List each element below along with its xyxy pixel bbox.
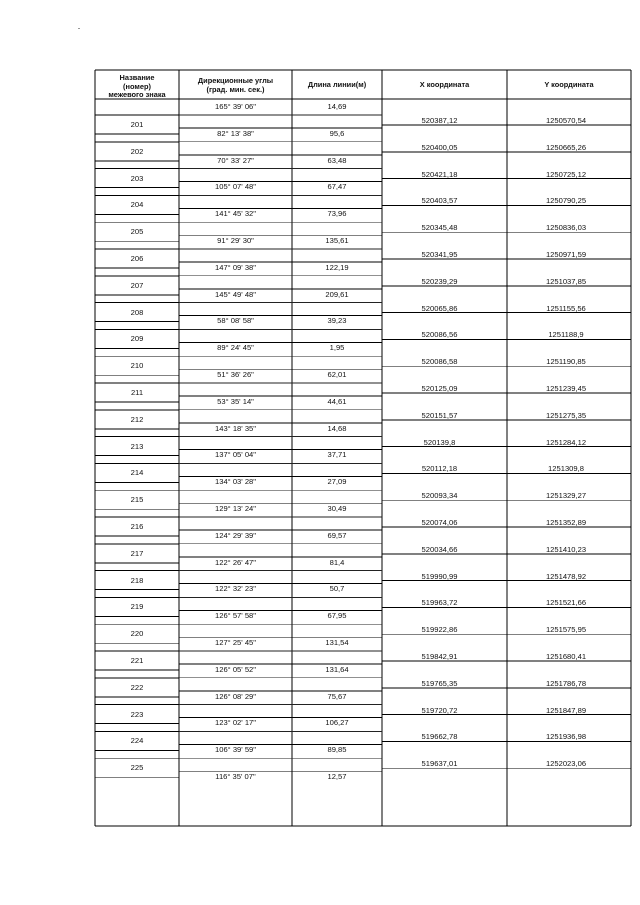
header-angle-line2: (град. мин. сек.) <box>206 84 265 94</box>
point-y: 1250790,25 <box>545 196 587 206</box>
point-name: 211 <box>130 388 144 397</box>
point-y: 1251239,45 <box>545 384 587 393</box>
segment-angle: 145° 49' 48" <box>215 289 256 299</box>
point-x: 520034,66 <box>421 544 458 554</box>
point-x: 519963,72 <box>421 598 458 608</box>
point-y: 1251352,89 <box>545 518 587 527</box>
segment-length: 1,95 <box>329 343 345 353</box>
point-y: 1250836,03 <box>545 223 587 233</box>
segment-length: 89,85 <box>327 745 347 755</box>
point-x: 520112,18 <box>421 464 458 474</box>
point-name: 209 <box>130 334 144 344</box>
point-x: 520400,05 <box>421 142 458 152</box>
segment-length: 12,57 <box>327 772 347 781</box>
segment-angle: 143° 18' 35" <box>215 423 256 433</box>
point-name: 214 <box>130 468 144 478</box>
segment-angle: 91° 29' 30" <box>217 236 254 245</box>
segment-angle: 147° 09' 38" <box>215 262 256 272</box>
header-name-line2: (номер) <box>123 81 151 91</box>
segment-angle: 126° 57' 58" <box>215 611 256 621</box>
point-name: 204 <box>130 200 144 210</box>
point-y: 1250570,54 <box>545 116 587 125</box>
segment-length: 39,23 <box>327 316 347 326</box>
segment-length: 75,67 <box>327 691 347 701</box>
header-name-line3: межевого знака <box>108 90 166 99</box>
segment-angle: 134° 03' 28" <box>215 477 256 487</box>
point-name: 210 <box>130 361 144 371</box>
point-name: 219 <box>130 602 144 612</box>
point-x: 520239,29 <box>421 276 458 286</box>
point-x: 520086,58 <box>421 357 458 367</box>
header-length: Длина линии(м) <box>307 80 367 89</box>
segment-length: 106,27 <box>325 718 349 728</box>
segment-angle: 123° 02' 17" <box>215 718 256 728</box>
point-x: 519662,78 <box>421 732 458 742</box>
segment-angle: 127° 25' 45" <box>215 638 256 647</box>
point-x: 520341,95 <box>421 250 458 259</box>
segment-length: 67,47 <box>327 182 347 192</box>
segment-angle: 53° 35' 14" <box>217 396 254 406</box>
point-x: 520074,06 <box>421 518 458 527</box>
point-y: 1250725,12 <box>545 169 587 179</box>
segment-length: 73,96 <box>327 209 347 219</box>
segment-angle: 141° 45' 32" <box>215 209 256 219</box>
segment-angle: 82° 13' 38" <box>217 128 254 138</box>
segment-length: 30,49 <box>327 504 347 513</box>
point-y: 1250971,59 <box>545 250 587 259</box>
segment-angle: 116° 35' 07" <box>215 772 256 781</box>
point-y: 1251847,89 <box>545 705 587 715</box>
point-name: 215 <box>130 495 144 505</box>
segment-length: 131,54 <box>325 638 349 647</box>
segment-length: 37,71 <box>327 450 347 460</box>
point-y: 1251284,12 <box>545 437 587 447</box>
header-name-line1: Название <box>119 73 155 82</box>
segment-length: 27,09 <box>327 477 347 487</box>
point-x: 519765,35 <box>421 678 458 688</box>
segment-angle: 165° 39' 06" <box>215 102 256 111</box>
segment-angle: 122° 26' 47" <box>215 557 256 567</box>
point-x: 519922,86 <box>421 625 458 635</box>
point-y: 1251786,78 <box>545 678 587 688</box>
point-name: 222 <box>130 682 144 692</box>
segment-length: 131,64 <box>325 664 349 674</box>
header-x: X координата <box>419 80 470 89</box>
segment-angle: 58° 08' 58" <box>217 316 254 326</box>
point-name: 223 <box>130 709 144 719</box>
segment-angle: 89° 24' 45" <box>217 343 254 353</box>
point-name: 205 <box>130 227 144 237</box>
header-y: Y координата <box>544 80 594 89</box>
segment-angle: 106° 39' 59" <box>215 745 256 755</box>
point-y: 1251155,56 <box>546 303 586 313</box>
point-x: 520139,8 <box>423 437 456 447</box>
point-x: 520403,57 <box>421 196 458 206</box>
point-name: 221 <box>130 656 144 665</box>
segment-length: 95,6 <box>329 128 345 138</box>
segment-length: 67,95 <box>327 611 347 621</box>
point-y: 1252023,06 <box>545 759 587 769</box>
segment-length: 63,48 <box>327 155 347 165</box>
point-x: 520125,09 <box>421 384 458 393</box>
point-x: 520151,57 <box>421 410 458 420</box>
segment-length: 135,61 <box>325 236 349 245</box>
segment-length: 14,68 <box>327 423 347 433</box>
point-name: 220 <box>130 629 144 639</box>
point-name: 213 <box>130 441 144 451</box>
point-name: 203 <box>130 173 144 183</box>
point-x: 519720,72 <box>421 705 458 715</box>
point-name: 201 <box>130 120 144 129</box>
segment-angle: 137° 05' 04" <box>215 450 256 460</box>
point-name: 202 <box>130 146 144 156</box>
point-x: 520421,18 <box>421 169 458 179</box>
point-x: 520086,56 <box>421 330 458 340</box>
point-y: 1251037,85 <box>545 276 587 286</box>
point-name: 216 <box>130 522 144 531</box>
segment-length: 69,57 <box>327 530 347 540</box>
segment-length: 62,01 <box>327 370 347 379</box>
header-angle-line1: Дирекционные углы <box>197 76 274 85</box>
point-y: 1251190,85 <box>546 357 586 367</box>
point-name: 207 <box>130 280 144 290</box>
point-y: 1251680,41 <box>545 652 587 661</box>
header-angle <box>179 77 292 94</box>
segment-length: 50,7 <box>329 584 345 594</box>
point-name: 208 <box>130 307 144 317</box>
point-y: 1251521,66 <box>545 598 587 608</box>
point-name: 212 <box>130 414 144 424</box>
segment-angle: 124° 29' 39" <box>215 530 256 540</box>
point-x: 519637,01 <box>421 759 458 769</box>
segment-angle: 122° 32' 23" <box>215 584 256 594</box>
point-name: 225 <box>130 763 144 773</box>
segment-length: 81,4 <box>329 557 345 567</box>
segment-angle: 70° 33' 27" <box>217 155 254 165</box>
point-y: 1251410,23 <box>545 544 587 554</box>
segment-angle: 126° 05' 52" <box>215 664 256 674</box>
point-name: 218 <box>130 575 144 585</box>
point-x: 520093,34 <box>421 491 458 501</box>
segment-length: 122,19 <box>325 262 349 272</box>
point-y: 1251309,8 <box>548 464 584 474</box>
segment-angle: 129° 13' 24" <box>215 504 256 513</box>
point-y: 1251275,35 <box>545 410 587 420</box>
point-y: 1251329,27 <box>545 491 587 501</box>
point-y: 1250665,26 <box>545 142 587 152</box>
point-y: 1251478,92 <box>545 571 587 581</box>
point-name: 206 <box>130 254 144 263</box>
segment-angle: 51° 36' 26" <box>217 370 254 379</box>
point-x: 520345,48 <box>421 223 458 233</box>
point-x: 519990,99 <box>421 571 458 581</box>
segment-length: 14,69 <box>327 102 347 111</box>
point-y: 1251575,95 <box>545 625 587 635</box>
segment-length: 44,61 <box>327 396 347 406</box>
point-y: 1251188,9 <box>548 330 584 340</box>
point-x: 520065,86 <box>421 303 458 313</box>
point-x: 519842,91 <box>421 652 458 661</box>
header-name <box>95 74 179 100</box>
segment-length: 209,61 <box>325 289 349 299</box>
segment-angle: 126° 08' 29" <box>215 691 256 701</box>
point-name: 224 <box>130 736 144 746</box>
point-x: 520387,12 <box>421 116 458 125</box>
point-name: 217 <box>130 548 144 558</box>
point-y: 1251936,98 <box>545 732 587 742</box>
segment-angle: 105° 07' 48" <box>215 182 256 192</box>
